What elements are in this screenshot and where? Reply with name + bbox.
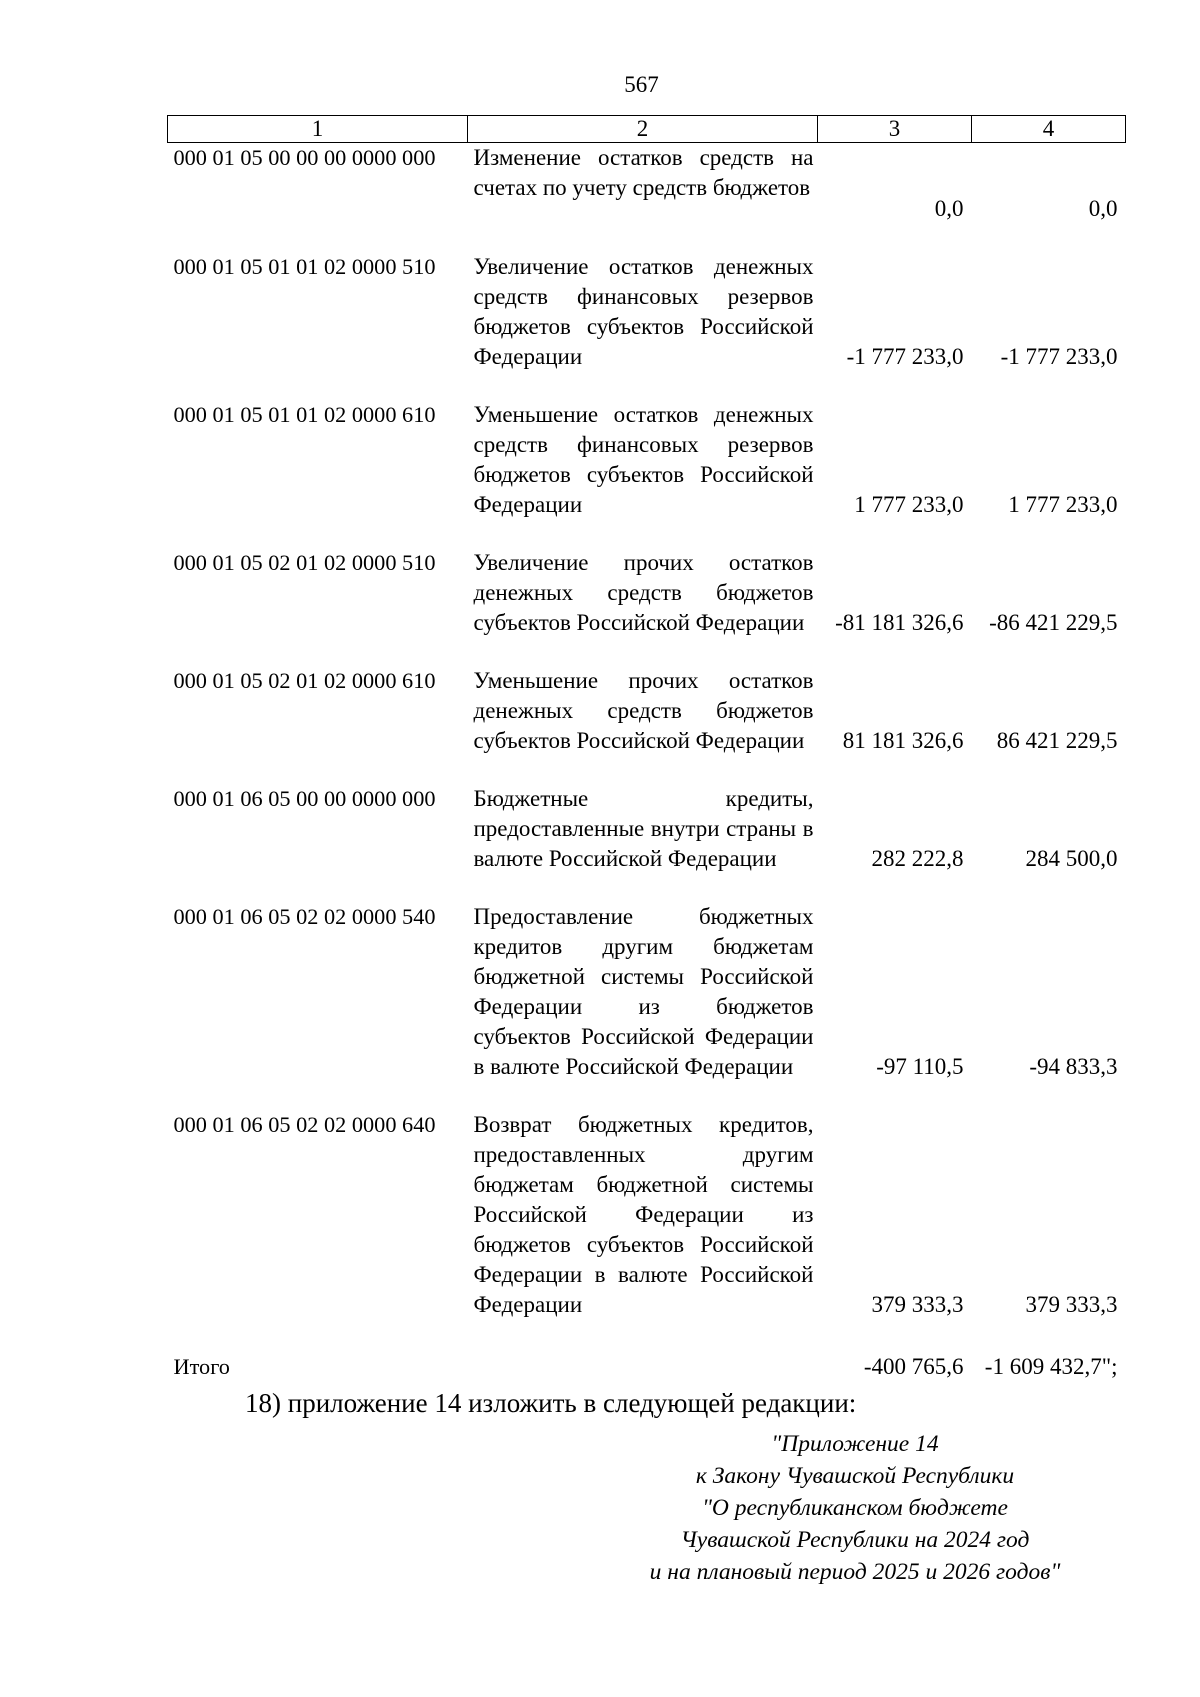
amount-2025: 0,0 xyxy=(934,195,964,221)
appendix-heading-line: "Приложение 14 xyxy=(771,1431,939,1457)
total-empty-cell xyxy=(468,1348,818,1382)
table-row xyxy=(168,143,1126,252)
table-row xyxy=(168,548,1126,666)
amount-2025: -1 777 233,0 xyxy=(846,343,964,369)
appendix-heading-line: Чувашской Республики на 2024 год xyxy=(680,1527,1030,1553)
amendment-text: 18) приложение 14 изложить в следующей редакции: xyxy=(245,1388,857,1418)
appendix-heading-line: и на плановый период 2025 и 2026 годов" xyxy=(649,1559,1061,1585)
column-header-name: 2 xyxy=(468,116,818,143)
appendix-heading-line: к Закону Чувашской Республики xyxy=(695,1463,1015,1489)
total-label: Итого xyxy=(173,1353,230,1379)
item-name: Предоставление бюджетных кредитов другим бюджетам бюджетной системы Российской Федерации из бюджетов субъектов Российской Федерации в валюте Российской Федерации xyxy=(473,903,814,1079)
item-name: Бюджетные кредиты, предоставленные внутри страны в валюте Российской Федерации xyxy=(473,785,814,871)
table-row xyxy=(168,784,1126,902)
table-header-row xyxy=(168,116,1126,143)
amount-2026: 379 333,3 xyxy=(1025,1291,1118,1317)
budget-code: 000 01 05 02 01 02 0000 610 xyxy=(173,667,436,693)
amount-2026: -94 833,3 xyxy=(1029,1053,1118,1079)
table-row xyxy=(168,902,1126,1110)
amount-2025: -97 110,5 xyxy=(876,1053,964,1079)
amount-2026: 1 777 233,0 xyxy=(1008,491,1118,517)
budget-code: 000 01 05 01 01 02 0000 610 xyxy=(173,401,436,427)
budget-code: 000 01 05 01 01 02 0000 510 xyxy=(173,253,436,279)
item-name: Уменьшение прочих остатков денежных средств бюджетов субъектов Российской Федерации xyxy=(473,667,814,753)
amount-2026: 0,0 xyxy=(1088,195,1118,221)
amount-2025: 282 222,8 xyxy=(871,845,964,871)
table-row xyxy=(168,400,1126,548)
amount-2025: 379 333,3 xyxy=(871,1291,964,1317)
column-header-2026: 4 xyxy=(972,116,1126,143)
amount-2025: 1 777 233,0 xyxy=(854,491,964,517)
total-row xyxy=(168,1348,1126,1382)
column-header-code: 1 xyxy=(168,116,468,143)
amount-2025: 81 181 326,6 xyxy=(842,727,964,753)
table-row xyxy=(168,666,1126,784)
budget-code: 000 01 06 05 00 00 0000 000 xyxy=(173,785,436,811)
appendix-heading xyxy=(590,1428,1120,1588)
table-row xyxy=(168,1110,1126,1348)
page-number: 567 xyxy=(624,72,659,97)
appendix-heading-line: "О республиканском бюджете xyxy=(702,1495,1008,1521)
budget-code: 000 01 05 00 00 00 0000 000 xyxy=(173,145,436,170)
budget-code: 000 01 06 05 02 02 0000 540 xyxy=(173,903,436,929)
budget-code: 000 01 05 02 01 02 0000 510 xyxy=(173,549,436,575)
amount-2025: -81 181 326,6 xyxy=(835,609,964,635)
total-2025: -400 765,6 xyxy=(863,1353,964,1379)
budget-code: 000 01 06 05 02 02 0000 640 xyxy=(173,1111,436,1137)
table-row xyxy=(168,252,1126,400)
total-2026: -1 609 432,7"; xyxy=(984,1353,1118,1379)
column-header-2025: 3 xyxy=(818,116,972,143)
amount-2026: 86 421 229,5 xyxy=(996,727,1118,753)
item-name: Возврат бюджетных кредитов, предоставленных другим бюджетам бюджетной системы Российской Федерации из бюджетов субъектов Российской Федерации в валюте Российской Федерации xyxy=(473,1111,814,1317)
amount-2026: -1 777 233,0 xyxy=(1000,343,1118,369)
item-name: Увеличение остатков денежных средств финансовых резервов бюджетов субъектов Российской Федерации xyxy=(473,253,814,369)
amount-2026: 284 500,0 xyxy=(1025,845,1118,871)
item-name: Уменьшение остатков денежных средств финансовых резервов бюджетов субъектов Российской Федерации xyxy=(473,401,814,517)
item-name: Изменение остатков средств на счетах по учету средств бюджетов xyxy=(473,145,814,200)
budget-sources-table xyxy=(167,115,1126,1382)
amount-2026: -86 421 229,5 xyxy=(989,609,1118,635)
item-name: Увеличение прочих остатков денежных средств бюджетов субъектов Российской Федерации xyxy=(473,549,814,635)
